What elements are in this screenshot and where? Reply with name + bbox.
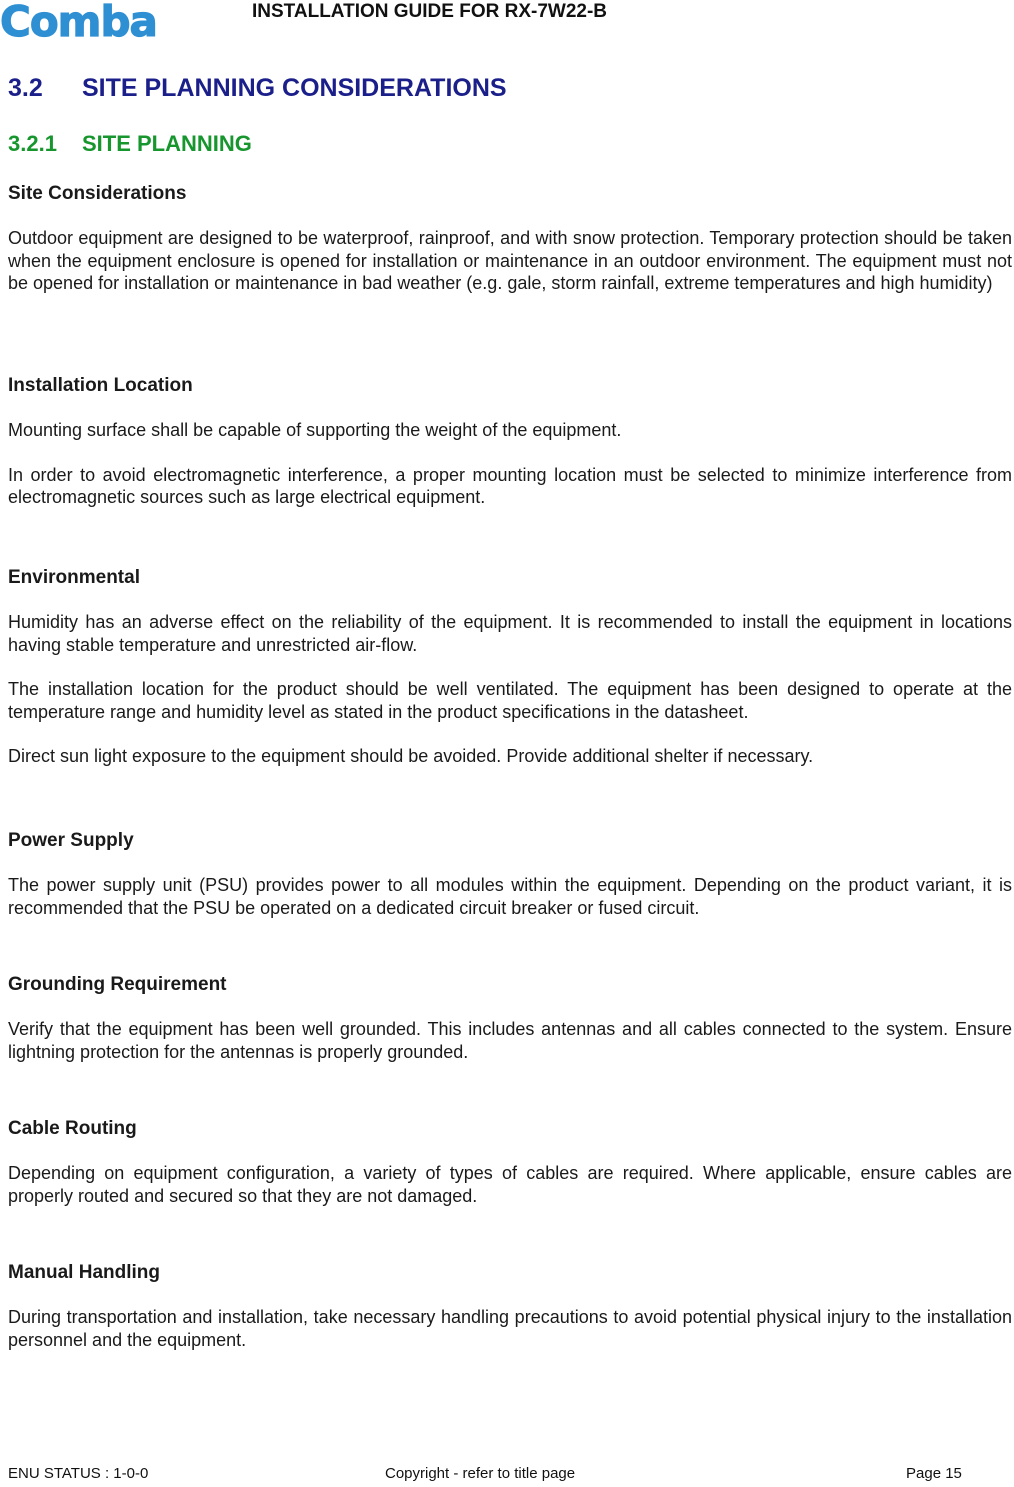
- section-manual-handling: [8, 1262, 1012, 1373]
- section-heading-power-supply: Power Supply: [8, 830, 134, 851]
- document-title: INSTALLATION GUIDE FOR RX-7W22-B: [252, 1, 608, 22]
- comba-logo: [0, 0, 185, 44]
- section-heading: [8, 74, 507, 103]
- section-heading-cable-routing: Cable Routing: [8, 1118, 137, 1139]
- footer-copyright: Copyright - refer to title page: [385, 1465, 576, 1482]
- footer-status: ENU STATUS : 1-0-0: [8, 1465, 149, 1482]
- paragraph: Verify that the equipment has been well grounded. This includes antennas and all cables connected to the system. Ensure lightning protection for the antennas is properly grounded.: [8, 1019, 1012, 1062]
- section-power-supply: [8, 830, 1012, 941]
- paragraph: During transportation and installation, take necessary handling precautions to avoid potential physical injury to the installation personnel and the equipment.: [8, 1307, 1012, 1350]
- paragraph: Outdoor equipment are designed to be waterproof, rainproof, and with snow protection. Temporary protection should be taken when the equipment enclosure is opened for installation or maintenance in an outdoor environment. The equipment must not be opened for installation or maintenance in bad weather (e.g. gale, storm rainfall, extreme temperatures and high humidity): [8, 228, 1012, 293]
- section-grounding-requirement: [8, 974, 1012, 1085]
- section-installation-location: [8, 375, 1012, 531]
- section-number: 3.2: [8, 74, 43, 102]
- paragraph: Direct sun light exposure to the equipment should be avoided. Provide additional shelter if necessary.: [8, 746, 814, 766]
- footer-page-number: Page 15: [906, 1465, 962, 1482]
- paragraph: In order to avoid electromagnetic interference, a proper mounting location must be selected to minimize interference from electromagnetic sources such as large electrical equipment.: [8, 464, 1012, 507]
- subsection-heading: [8, 131, 252, 157]
- section-site-considerations: [8, 183, 1012, 317]
- paragraph: Mounting surface shall be capable of supporting the weight of the equipment.: [8, 420, 622, 440]
- section-heading-site-considerations: Site Considerations: [8, 183, 187, 204]
- paragraph: The power supply unit (PSU) provides power to all modules within the equipment. Depending on the product variant, it is recommended that the PSU be operated on a dedicated circuit breaker or fused circuit.: [8, 875, 1012, 918]
- paragraph: Depending on equipment configuration, a variety of types of cables are required. Where applicable, ensure cables are properly routed and secured so that they are not damaged.: [8, 1163, 1012, 1206]
- paragraph: Humidity has an adverse effect on the reliability of the equipment. It is recommended to install the equipment in locations having stable temperature and unrestricted air-flow.: [8, 612, 1012, 655]
- logo-text: Comba: [0, 0, 157, 44]
- paragraph: The installation location for the product should be well ventilated. The equipment has been designed to operate at the temperature range and humidity level as stated in the product specifications in the datasheet.: [8, 679, 1012, 722]
- section-heading-grounding-requirement: Grounding Requirement: [8, 974, 227, 995]
- section-heading-installation-location: Installation Location: [8, 375, 193, 396]
- section-environmental: [8, 567, 1012, 790]
- section-heading-manual-handling: Manual Handling: [8, 1262, 160, 1283]
- section-cable-routing: [8, 1118, 1012, 1229]
- subsection-number: 3.2.1: [8, 131, 57, 156]
- subsection-title: SITE PLANNING: [82, 131, 252, 156]
- section-heading-environmental: Environmental: [8, 567, 140, 588]
- section-title: SITE PLANNING CONSIDERATIONS: [82, 74, 507, 102]
